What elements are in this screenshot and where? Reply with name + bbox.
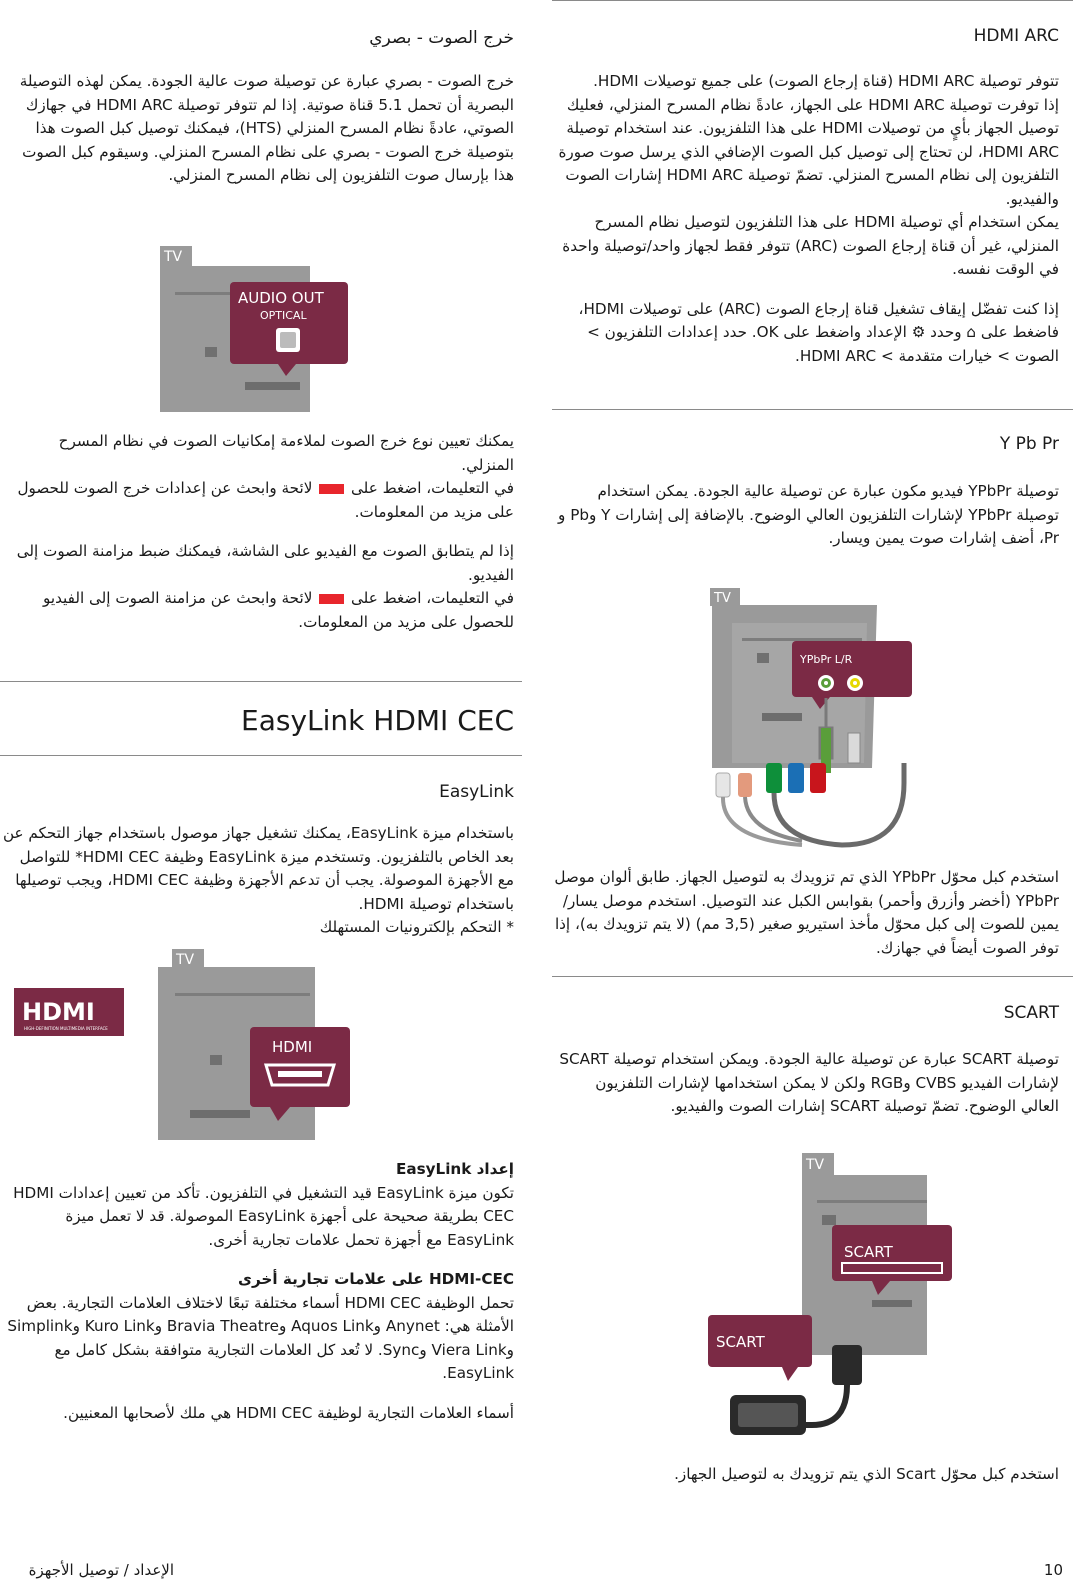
audio-out-port-label-1: AUDIO OUT: [238, 289, 324, 307]
easylink-p1: باستخدام ميزة EasyLink، يمكنك تشغيل جهاز موصول باستخدام جهاز التحكم عن بعد الخاص بالتلفزيون. وتستخدم ميزة EasyLink وظيفة HDMI CEC* للتواصل مع الأجهزة الموصولة. يجب أن تدعم الأجهزة وظيفة HDMI CEC، ويجب توصيلها باستخدام توصيلة HDMI.: [2, 824, 514, 913]
page-number: 10: [1043, 1561, 1063, 1579]
hdmi-arc-p1: تتوفر توصيلة HDMI ARC (قناة إرجاع الصوت) على جميع توصيلات HDMI.: [593, 72, 1059, 90]
easylink-setup-p: تكون ميزة EasyLink قيد التشغيل في التلفزيون. تأكد من تعيين إعدادات HDMI CEC بطريقة صحيحة على أجهزة EasyLink الموصولة. قد لا تعمل ميزة EasyLink مع أجهزة تحمل علامات تجارية أخرى.: [13, 1183, 514, 1249]
ypbpr-body-2: [554, 866, 1059, 960]
audio-out-body-2: [2, 430, 514, 634]
ypbpr-connector-label: YPbPr L/R: [800, 653, 853, 666]
ypbpr-illustration: [652, 583, 972, 853]
audio-out-illustration: [150, 242, 350, 422]
hdmi-arc-body: [554, 70, 1059, 368]
hdmi-illustration: [150, 945, 360, 1145]
easylink-sub-title: EasyLink: [439, 782, 514, 802]
scart-body: [554, 1048, 1059, 1119]
easylink-p1-note: * التحكم بإلكترونيات المستهلك: [319, 918, 514, 936]
easylink-big-title: EasyLink HDMI CEC: [241, 704, 514, 737]
easylink-setup-heading: إعداد EasyLink: [395, 1160, 514, 1178]
audio-out-p3b: لائحة وابحث عن إعدادات خرج الصوت للحصول على مزيد من المعلومات.: [17, 479, 514, 521]
hdmi-tv-label: TV: [176, 952, 195, 968]
audio-out-p3: [2, 477, 514, 524]
audio-out-tv-label: TV: [164, 249, 183, 265]
ypbpr-tv-label: TV: [714, 591, 731, 606]
divider-ypbpr: [552, 409, 1073, 410]
scart-illustration: [702, 1145, 982, 1445]
scart-p1: توصيلة SCART عبارة عن توصيلة عالية الجودة. ويمكن استخدام توصيلة SCART لإشارات الفيديو CVBS وRGB ولكن لا يمكن استخدامها لإشارات التلفزيون العالي الوضوح. تضمّ توصيلة SCART إشارات الصوت والفيديو.: [559, 1050, 1059, 1115]
easylink-setup: [2, 1158, 514, 1425]
audio-out-p2: يمكنك تعيين نوع خرج الصوت لملاءمة إمكانيات الصوت في نظام المسرح المنزلي.: [58, 432, 514, 474]
scart-body-2: [554, 1463, 1059, 1487]
scart-p2: استخدم كبل محوّل Scart الذي يتم تزويدك به لتوصيل الجهاز.: [674, 1465, 1059, 1483]
audio-out-p5b: لائحة وابحث عن مزامنة الصوت إلى الفيديو للحصول على مزيد من المعلومات.: [43, 589, 514, 631]
divider-easylink-top: [0, 681, 522, 682]
red-key-icon: [319, 484, 344, 494]
red-key-icon: [319, 594, 344, 604]
divider-scart: [552, 976, 1073, 977]
hdmi-arc-p2: إذا توفرت توصيلة HDMI ARC على الجهاز، عادةً نظام المسرح المنزلي، فعليك توصيل الجهاز بأيٍ من توصيلات HDMI على هذا التلفزيون. عند استخدام توصيلة HDMI ARC، لن تحتاج إلى توصيل كبل الصوت الإضافي الذي يرسل صوت صورة التلفزيون إلى نظام المسرح المنزلي. تضمّ توصيلة HDMI ARC إشارات الصوت والفيديو.: [558, 95, 1059, 208]
ypbpr-body: [554, 480, 1059, 551]
cec-heading: HDMI-CEC على علامات تجارية أخرى: [238, 1270, 514, 1288]
ypbpr-p2: استخدم كبل محوّل YPbPr الذي تم تزويدك به لتوصيل الجهاز. طابق ألوان موصل YPbPr (أخضر وأزرق وأحمر) بقوابس الكبل عند التوصيل. استخدم موصل يسار/يمين للصوت إلى كبل محوّل مأخذ استيريو صغير (3,5 مم) (لا يتم تزويدك به)، إذا توفر الصوت أيضاً في جهازك.: [554, 868, 1059, 957]
footer-title: الإعداد / توصيل الأجهزة: [28, 1561, 174, 1579]
hdmi-arc-title: HDMI ARC: [973, 26, 1059, 46]
audio-out-title: خرج الصوت - بصري: [369, 28, 514, 48]
audio-out-body: [2, 70, 514, 188]
scart-cable-label: SCART: [716, 1333, 765, 1351]
audio-out-p3a: في التعليمات، اضغط على: [351, 479, 514, 497]
audio-out-p4: إذا لم يتطابق الصوت مع الفيديو على الشاشة، فيمكنك ضبط مزامنة الصوت إلى الفيديو.: [16, 542, 514, 584]
cec-p: تحمل الوظيفة HDMI CEC أسماء مختلفة تبعًا لاختلاف العلامات التجارية. بعض الأمثلة هي: Anynet وAquos Link وBravia Theatre وKuro Link وSimplink وViera Link وSync. لا تُعد كل العلامات التجارية متوافقة بشكل كامل مع EasyLink.: [7, 1293, 514, 1382]
hdmi-arc-p4: إذا كنت تفضّل إيقاف تشغيل قناة إرجاع الصوت (ARC) على توصيلات HDMI، فاضغط على ⌂ وحدد ⚙ الإعداد واضغط على OK. حدد إعدادات التلفزيون > الصوت > خيارات متقدمة > HDMI ARC.: [578, 299, 1059, 365]
audio-out-p5a: في التعليمات، اضغط على: [351, 589, 514, 607]
hdmi-logo-sub: HIGH-DEFINITION MULTIMEDIA INTERFACE: [24, 1026, 108, 1031]
hdmi-logo: [14, 988, 124, 1036]
audio-out-p5: [2, 587, 514, 634]
brands-p: أسماء العلامات التجارية لوظيفة HDMI CEC هي ملك لأصحابها المعنيين.: [63, 1403, 514, 1422]
audio-out-p1: خرج الصوت - بصري عبارة عن توصيلة صوت عالية الجودة. يمكن لهذه التوصيلة البصرية أن تحمل 5.1 قناة صوتية. إذا لم تتوفر توصيلة HDMI ARC في جهازك الصوتي، عادةً نظام المسرح المنزلي (HTS)، فيمكنك توصيل كبل الصوت هذا بتوصيلة خرج الصوت - بصري على نظام المسرح المنزلي. وسيقوم كبل الصوت هذا بإرسال صوت التلفزيون إلى نظام المسرح المنزلي.: [19, 72, 514, 184]
ypbpr-title: Y Pb Pr: [999, 434, 1059, 454]
hdmi-port-label: HDMI: [272, 1038, 313, 1056]
divider-easylink-bottom: [0, 755, 522, 756]
top-divider: [552, 0, 1073, 1]
easylink-body: [2, 822, 514, 940]
hdmi-arc-p3: يمكن استخدام أي توصيلة HDMI على هذا التلفزيون لتوصيل نظام المسرح المنزلي، غير أن قناة إرجاع الصوت (ARC) تتوفر فقط لجهاز واحد/توصيلة واحدة في الوقت نفسه.: [562, 213, 1059, 278]
scart-tv-label: TV: [806, 1157, 825, 1173]
audio-out-port-label-2: OPTICAL: [260, 309, 307, 322]
scart-port-label: SCART: [844, 1243, 893, 1261]
ypbpr-p1: توصيلة YPbPr فيديو مكون عبارة عن توصيلة عالية الجودة. يمكن استخدام توصيلة YPbPr لإشارات التلفزيون العالي الوضوح. بالإضافة إلى إشارات Y وPb و Pr، أضف إشارات صوت يمين ويسار.: [558, 482, 1059, 547]
hdmi-logo-text: HDMI: [22, 998, 95, 1026]
scart-title: SCART: [1003, 1003, 1059, 1023]
